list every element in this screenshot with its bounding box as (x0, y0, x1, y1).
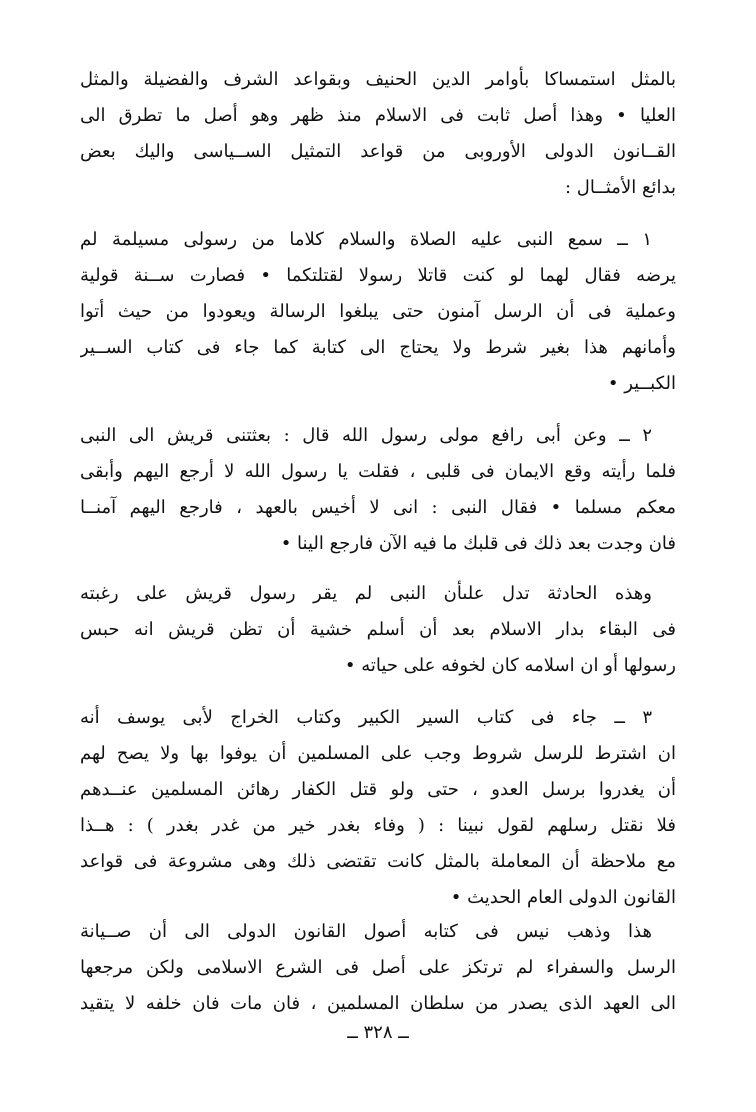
text-line: رسولها أو ان اسلامه كان لخوفه على حياته • (344, 655, 676, 676)
text-line: يرضه فقال لهما لو كنت قاتلا رسولا لقتلتكما • فصارت ســنة قولية (80, 265, 676, 286)
text-line: وأمانهم هذا بغير شرط ولا يحتاج الى كتابة كما جاء فى كتاب الســير (80, 337, 676, 358)
text-line: فى البقاء بدار الاسلام بعد أن أسلم خشية أن تظن قريش انه حبس (80, 619, 676, 640)
text-line: فلما رأيته وقع الايمان فى قلبى ، فقلت يا رسول الله لا أرجع اليهم وأبقى (80, 461, 676, 482)
text-line: القــانون الدولى الأوروبى من قواعد التمثيل الســياسى واليك بعض (80, 141, 676, 162)
page-number: ــ ٣٢٨ ــ (347, 1022, 409, 1043)
text-line: ٢ ــ وعن أبى رافع مولى رسول الله قال : بعثتنى قريش الى النبى (80, 425, 652, 446)
text-line: ان اشترط للرسل شروط وجب على المسلمين أن يوفوا بها ولا يصح لهم (80, 743, 676, 764)
text-line: هذا وذهب نيس فى كتابه أصول القانون الدولى الى أن صــيانة (80, 921, 652, 942)
text-line: بدائع الأمثــال : (564, 177, 676, 198)
text-line: ٣ ــ جاء فى كتاب السير الكبير وكتاب الخراج لأبى يوسف أنه (80, 707, 652, 728)
text-line: الى العهد الذى يصدر من سلطان المسلمين ، فان مات فان خلفه لا يتقيد (80, 993, 676, 1014)
text-line: الرسل والسفراء لم ترتكز على أصل فى الشرع الاسلامى ولكن مرجعها (80, 957, 676, 978)
text-line: بالمثل استمساكا بأوامر الدين الحنيف وبقواعد الشرف والفضيلة والمثل (80, 69, 676, 90)
text-line: وهذه الحادثة تدل علىأن النبى لم يقر رسول قريش على رغبته (80, 583, 652, 604)
text-line: فان وجدت بعد ذلك فى قلبك ما فيه الآن فارجع الينا • (280, 533, 676, 554)
text-line: مع ملاحظة أن المعاملة بالمثل كانت تقتضى ذلك وهى مشروعة فى قواعد (80, 851, 676, 872)
text-line: أن يغدروا برسل العدو ، حتى ولو قتل الكفار رهائن المسلمين عنــدهم (80, 779, 676, 800)
text-line: فلا نقتل رسلهم لقول نبينا : ( وفاء بغدر خير من غدر بغدر ) : هــذا (80, 815, 676, 836)
text-line: ١ ــ سمع النبى عليه الصلاة والسلام كلاما من رسولى مسيلمة لم (80, 229, 652, 250)
text-line: وعملية فى أن الرسل آمنون حتى يبلغوا الرسالة ويعودوا من حيث أتوا (80, 301, 676, 322)
text-line: العليا • وهذا أصل ثابت فى الاسلام منذ ظهر وهو أصل ما تطرق الى (80, 105, 676, 126)
text-line: معكم مسلما • فقال النبى : انى لا أخيس بالعهد ، فارجع اليهم آمنــا (80, 497, 676, 518)
text-line: القانون الدولى العام الحديث • (450, 887, 676, 908)
text-line: الكبــير • (607, 373, 676, 394)
